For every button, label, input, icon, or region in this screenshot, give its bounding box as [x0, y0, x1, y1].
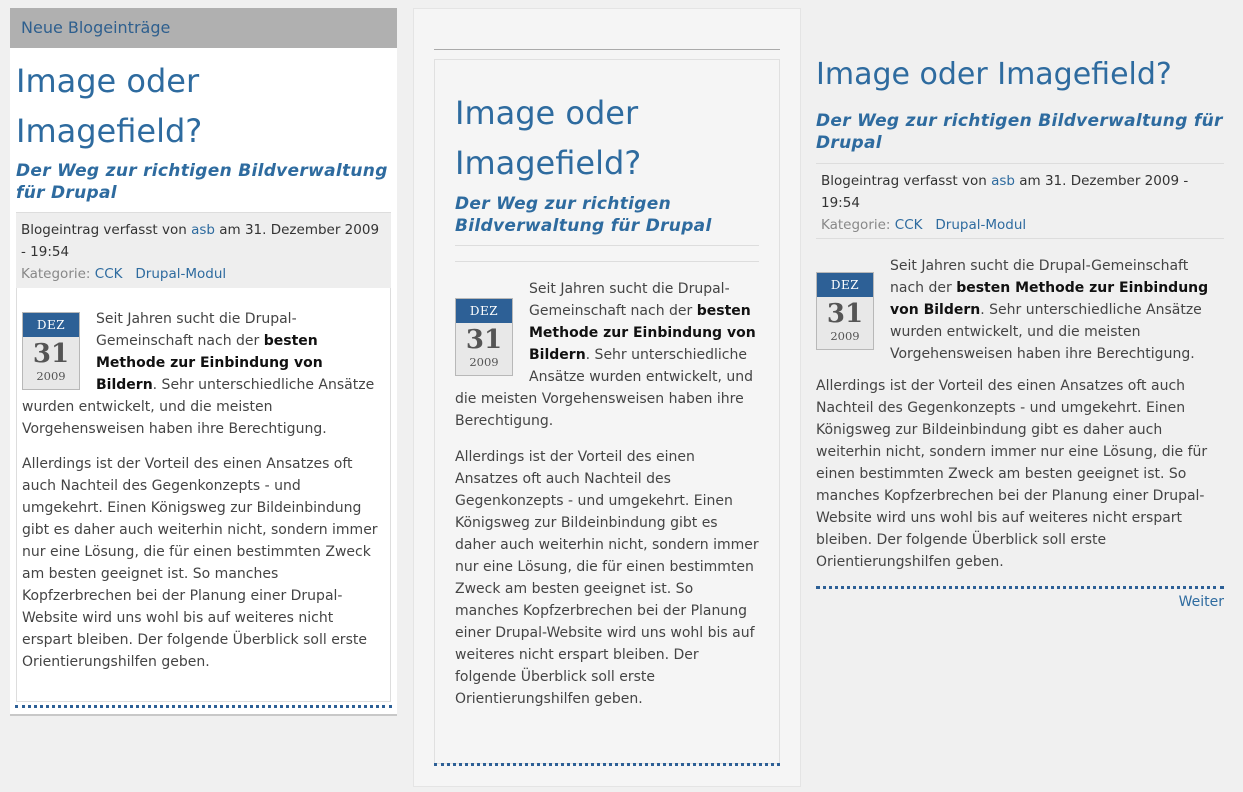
author-link[interactable]: asb [191, 222, 215, 238]
post-meta [16, 212, 391, 288]
post-paragraph-2: Allerdings ist der Vorteil des einen Ansatzes oft auch Nachteil des Gegenkonzepts - und umgekehrt. Einen Königsweg zur Bildeinbindung gibt es daher auch weiterhin nicht, sondern immer nur eine Lösung, die für einen bestimmten Zweck am besten geeignet ist. So manches Kopfzerbrechen bei der Planung einer Drupal-Website wird uns wohl bis auf weiteres nicht erspart bleiben. Der folgende Überblick soll erste Orientierungshilfen geben. [22, 456, 378, 670]
calendar-date-icon [816, 272, 874, 350]
calendar-month: DEZ [456, 299, 512, 323]
divider [455, 245, 759, 246]
dotted-divider [816, 586, 1224, 589]
calendar-month: DEZ [23, 313, 79, 337]
post-paragraph-2: Allerdings ist der Vorteil des einen Ansatzes oft auch Nachteil des Gegenkonzepts - und umgekehrt. Einen Königsweg zur Bildeinbindung gibt es daher auch weiterhin nicht, sondern immer nur eine Lösung, die für einen bestimmten Zweck am besten geeignet ist. So manches Kopfzerbrechen bei der Planung einer Drupal-Website wird uns wohl bis auf weiteres nicht erspart bleiben. Der folgende Überblick soll erste Orientierungshilfen geben. [455, 449, 759, 707]
calendar-month: DEZ [817, 273, 873, 297]
calendar-date-icon [22, 312, 80, 390]
post-paragraph-2: Allerdings ist der Vorteil des einen Ansatzes oft auch Nachteil des Gegenkonzepts - und umgekehrt. Einen Königsweg zur Bildeinbindung gibt es daher auch weiterhin nicht, sondern immer nur eine Lösung, die für einen bestimmten Zweck am besten geeignet ist. So manches Kopfzerbrechen bei der Planung einer Drupal-Website wird uns wohl bis auf weiteres nicht erspart bleiben. Der folgende Überblick soll erste Orientierungshilfen geben. [816, 378, 1208, 570]
post-paragraph-1: Seit Jahren sucht die Drupal-Gemeinschaft nach der besten Methode zur Einbindung von Bildern. Sehr unterschiedliche Ansätze wurden entwickelt, und die meisten Vorgehensweisen haben ihre Berechtigung. [455, 281, 756, 429]
dotted-divider [434, 763, 780, 766]
bold-phrase: besten Methode zur Einbindung von Bildern [529, 303, 756, 363]
meta-date: am 31. Dezember 2009 - 19:54 [21, 222, 380, 260]
category-label: Kategorie: [21, 266, 91, 282]
block-bottom-border [10, 714, 397, 716]
post-title[interactable]: Image oder Imagefield? [16, 62, 203, 150]
calendar-year: 2009 [469, 355, 499, 369]
dotted-divider [15, 705, 392, 708]
calendar-day: 31 [32, 339, 70, 369]
bold-phrase: besten Methode zur Einbindung von Bildern [890, 280, 1209, 318]
category-label: Kategorie: [821, 217, 891, 233]
post-teaser-boxed [413, 8, 801, 787]
read-more-row [816, 591, 1224, 613]
calendar-year: 2009 [830, 329, 860, 343]
top-divider [434, 49, 780, 50]
calendar-day: 31 [465, 325, 503, 355]
post-title[interactable]: Image oder Imagefield? [816, 57, 1172, 92]
post-teaser-full [816, 55, 1224, 613]
calendar-day: 31 [826, 299, 864, 329]
author-link[interactable]: asb [991, 173, 1015, 189]
read-more-link[interactable]: Weiter [1178, 594, 1224, 610]
category-link-drupal-modul[interactable]: Drupal-Modul [135, 266, 227, 282]
post-paragraph-1: Seit Jahren sucht die Drupal-Gemeinschaft nach der besten Methode zur Einbindung von Bildern. Sehr unterschiedliche Ansätze wurden entwickelt, und die meisten Vorgehensweisen haben ihre Berechtigung. [22, 311, 375, 437]
post-paragraph-1: Seit Jahren sucht die Drupal-Gemeinschaft nach der besten Methode zur Einbindung von Bildern. Sehr unterschiedliche Ansätze wurden entwickelt, und die meisten Vorgehensweisen haben ihre Berechtigung. [890, 258, 1209, 362]
post-subtitle: Der Weg zur richtigen Bildverwaltung für Drupal [16, 161, 388, 203]
post-body [816, 239, 1224, 573]
category-link-cck[interactable]: CCK [94, 266, 123, 282]
post-subtitle: Der Weg zur richtigen Bildverwaltung für Drupal [455, 194, 712, 236]
bold-phrase: besten Methode zur Einbindung von Bildern [96, 333, 323, 393]
meta-date: am 31. Dezember 2009 - 19:54 [821, 173, 1189, 211]
teaser-inner-box [434, 59, 780, 764]
post-body [16, 288, 391, 702]
category-link-cck[interactable]: CCK [894, 217, 923, 233]
sidebar-block-recent-posts [10, 8, 397, 716]
post-title[interactable]: Image oder Imagefield? [455, 94, 642, 182]
block-header: Neue Blogeinträge [10, 8, 397, 48]
meta-prefix: Blogeintrag verfasst von [21, 222, 187, 238]
calendar-date-icon [455, 298, 513, 376]
post-body [435, 262, 779, 710]
post-meta [816, 163, 1224, 239]
post-subtitle: Der Weg zur richtigen Bildverwaltung für Drupal [816, 111, 1223, 153]
calendar-year: 2009 [36, 369, 66, 383]
meta-prefix: Blogeintrag verfasst von [821, 173, 987, 189]
category-link-drupal-modul[interactable]: Drupal-Modul [935, 217, 1027, 233]
